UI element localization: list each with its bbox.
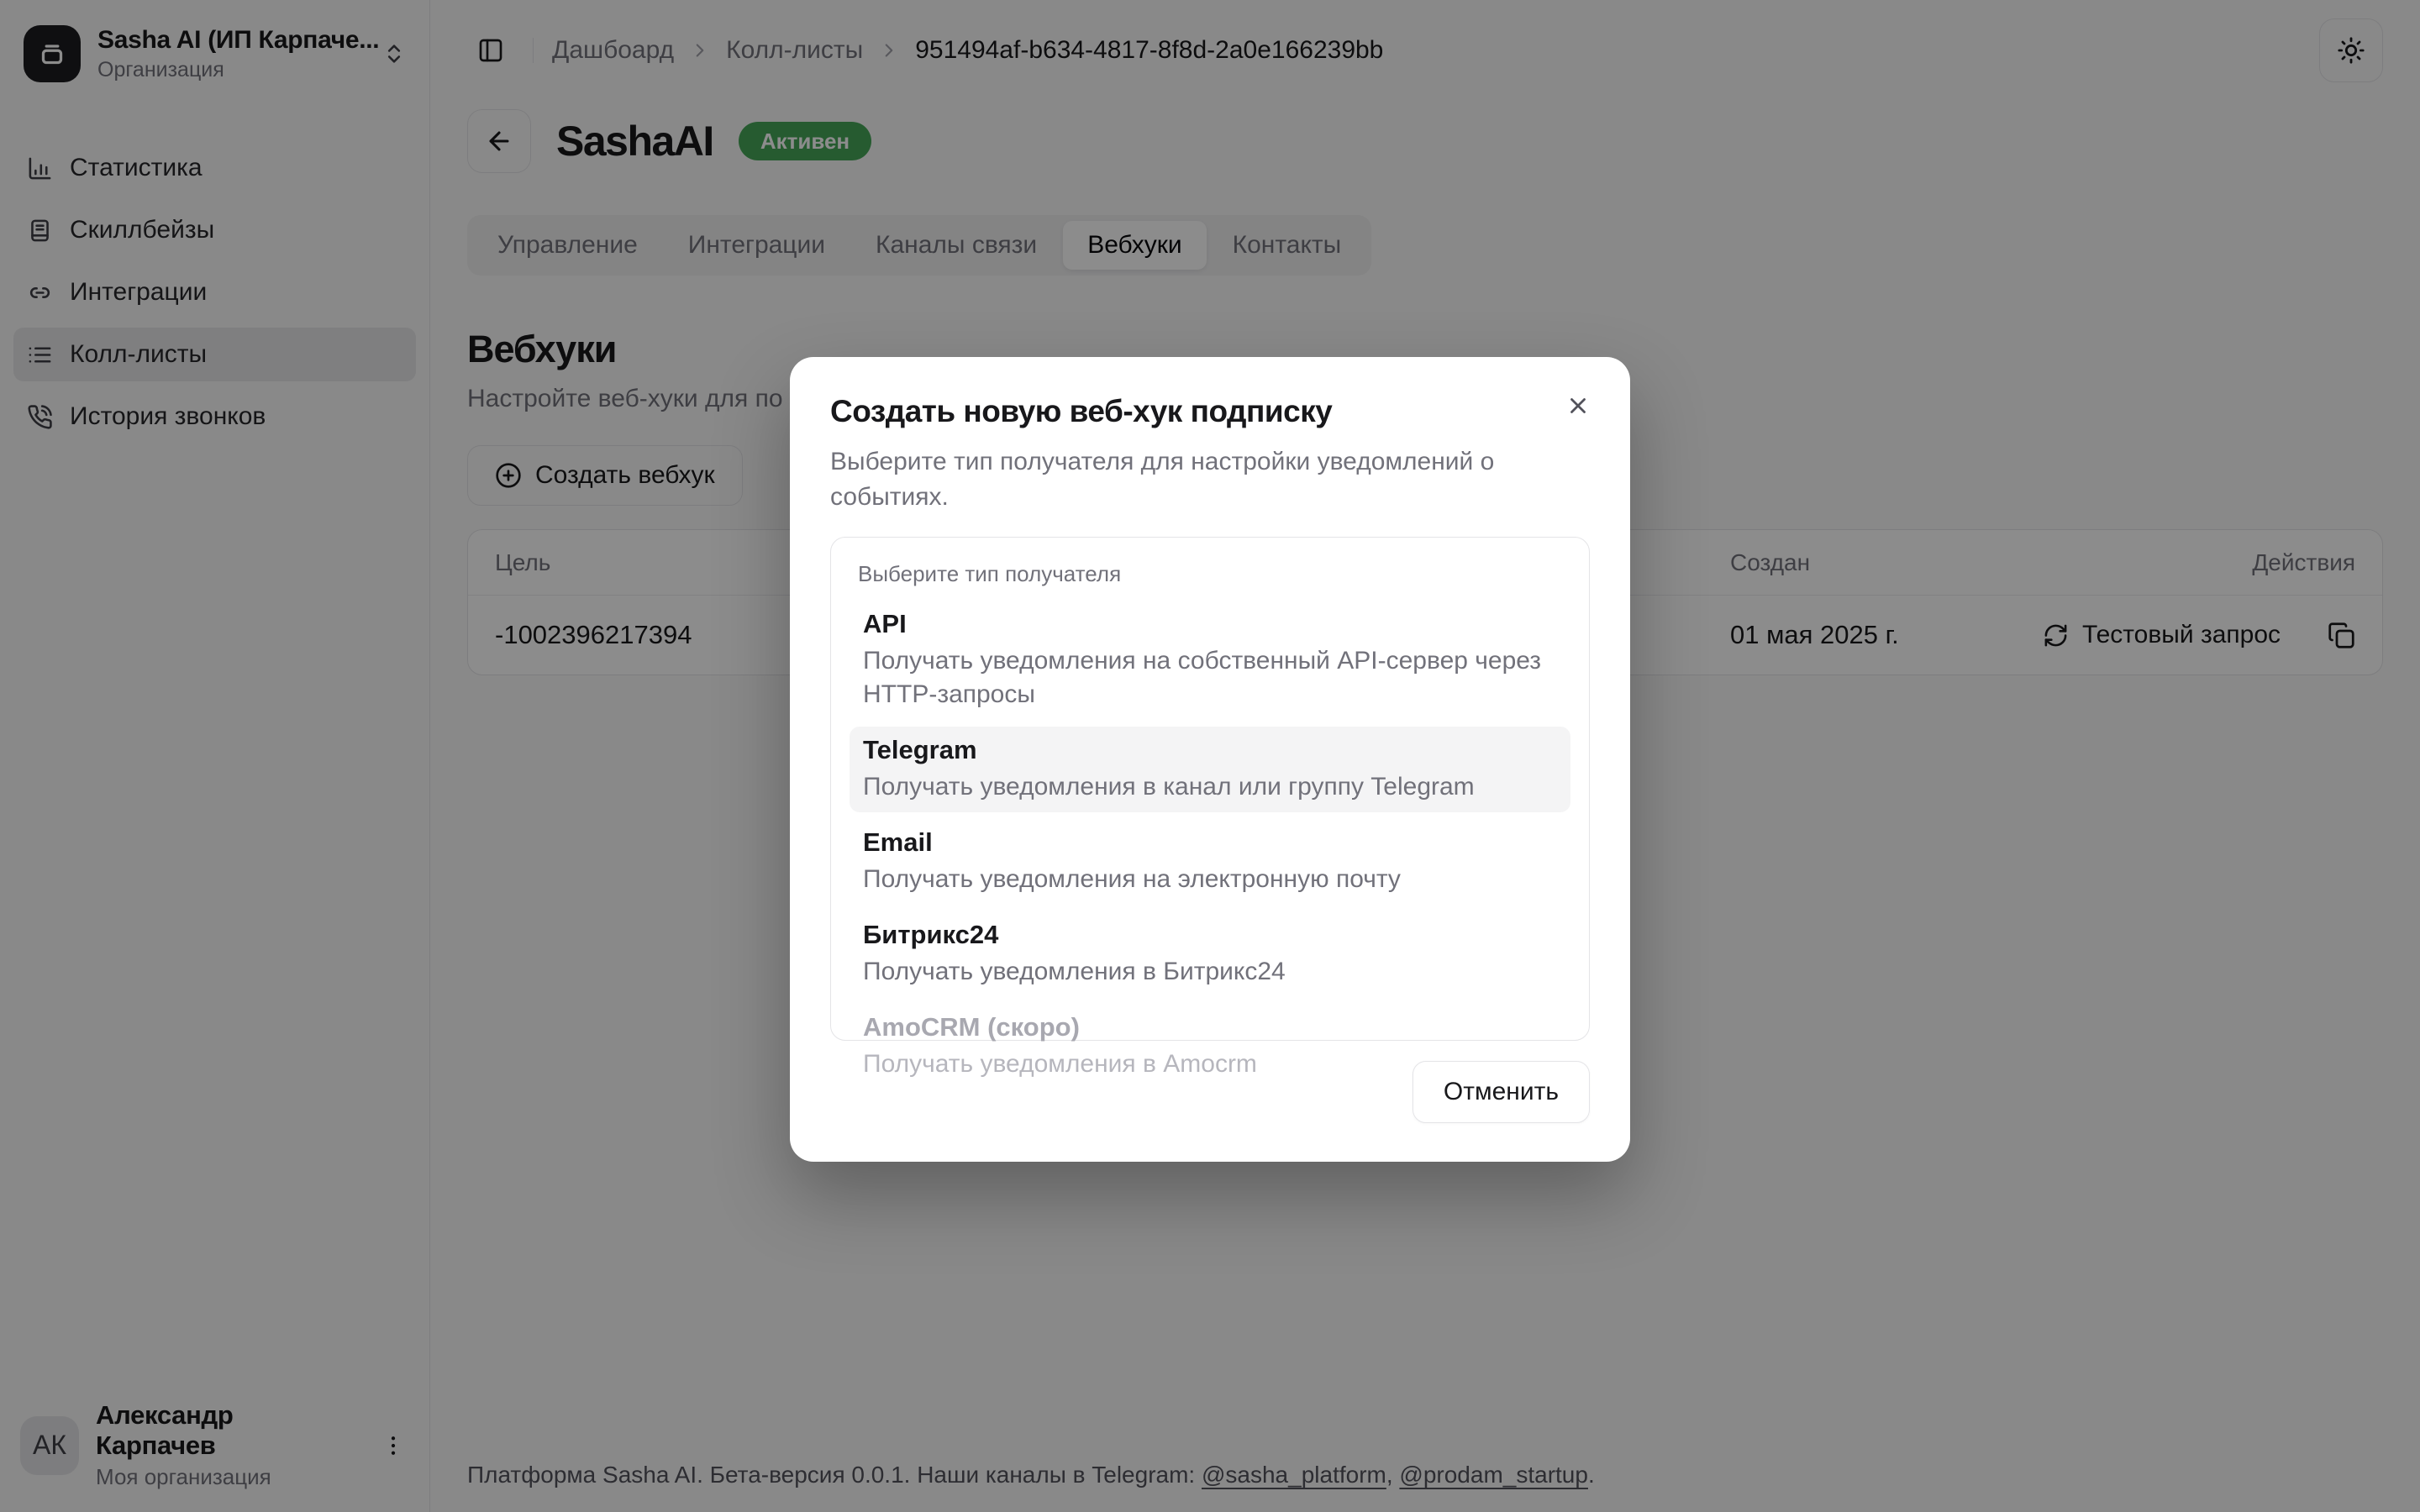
option-description: Получать уведомления в Amocrm	[863, 1050, 1257, 1078]
footer-text: Платформа Sasha AI. Бета-версия 0.0.1. Наши каналы в Telegram:	[467, 1462, 1202, 1488]
close-icon	[1565, 393, 1591, 418]
option-description: Получать уведомления в Битрикс24	[863, 958, 1286, 985]
user-org: Моя организация	[96, 1464, 271, 1489]
option-title: AmoCRM (скоро)	[863, 1012, 1080, 1042]
recipient-type-listbox[interactable]	[830, 537, 1590, 1078]
option-title: Telegram	[863, 735, 977, 764]
create-webhook-label: Создать вебхук	[535, 461, 715, 489]
section-title: Вебхуки	[467, 328, 617, 370]
sidebar-item-label: История звонков	[70, 402, 266, 430]
cell-target: -1002396217394	[495, 620, 692, 649]
option-description: Получать уведомления на собственный API-сервер через HTTP-запросы	[863, 647, 1542, 708]
option-title: Email	[863, 827, 933, 857]
column-header-actions: Действия	[2252, 549, 2355, 575]
column-header-created: Создан	[1730, 549, 1811, 575]
sidebar-item-label: Скиллбейзы	[70, 216, 215, 244]
page-footer: Платформа Sasha AI. Бета-версия 0.0.1. Наши каналы в Telegram: @sasha_platform, @prodam_startup.	[467, 1462, 1595, 1488]
option-api[interactable]	[850, 601, 1570, 720]
tab-integrations[interactable]: Интеграции	[687, 231, 826, 259]
listbox-label: Выберите тип получателя	[858, 561, 1122, 586]
breadcrumb-dashboard[interactable]: Дашбоард	[552, 36, 675, 64]
breadcrumb-call-lists[interactable]: Колл-листы	[726, 36, 864, 64]
section-description: Настройте веб-хуки для по	[467, 385, 783, 412]
avatar: АК	[20, 1416, 79, 1475]
sidebar-item-label: Колл-листы	[70, 340, 208, 368]
breadcrumb-current-id: 951494af-b634-4817-8f8d-2a0e166239bb	[915, 36, 1384, 64]
option-telegram[interactable]	[850, 727, 1570, 812]
user-name: Александр Карпачев	[96, 1400, 234, 1460]
page-title: SashaAI	[556, 118, 713, 165]
option-title: API	[863, 609, 907, 638]
tab-channels[interactable]: Каналы связи	[876, 231, 1038, 259]
option-description: Получать уведомления в канал или группу Telegram	[863, 773, 1475, 801]
cell-created: 01 мая 2025 г.	[1730, 620, 1899, 649]
option-description: Получать уведомления на электронную почту	[863, 865, 1401, 893]
tab-management[interactable]: Управление	[497, 231, 638, 259]
option-email[interactable]	[850, 819, 1570, 905]
option-title: Битрикс24	[863, 920, 999, 949]
option-bitrix24[interactable]	[850, 911, 1570, 997]
cancel-button[interactable]: Отменить	[1413, 1061, 1590, 1123]
org-type: Организация	[97, 57, 224, 81]
tab-contacts[interactable]: Контакты	[1232, 231, 1342, 259]
sidebar-item-label: Статистика	[70, 154, 203, 181]
column-header-target: Цель	[495, 549, 551, 575]
tab-webhooks[interactable]: Вебхуки	[1063, 221, 1206, 270]
close-button[interactable]	[1560, 387, 1597, 424]
sidebar-item-label: Интеграции	[70, 278, 208, 306]
status-badge: Активен	[739, 122, 871, 160]
dialog-description: Выберите тип получателя для настройки уведомлений о событиях.	[830, 448, 1495, 511]
test-request-label: Тестовый запрос	[2081, 621, 2281, 648]
footer-link-prodam-startup[interactable]: @prodam_startup	[1399, 1462, 1588, 1488]
dialog-title: Создать новую веб-хук подписку	[830, 394, 1333, 428]
org-name: Sasha AI (ИП Карпаче...	[97, 25, 380, 54]
footer-link-sasha-platform[interactable]: @sasha_platform	[1201, 1462, 1386, 1488]
create-webhook-dialog	[790, 357, 1630, 1162]
